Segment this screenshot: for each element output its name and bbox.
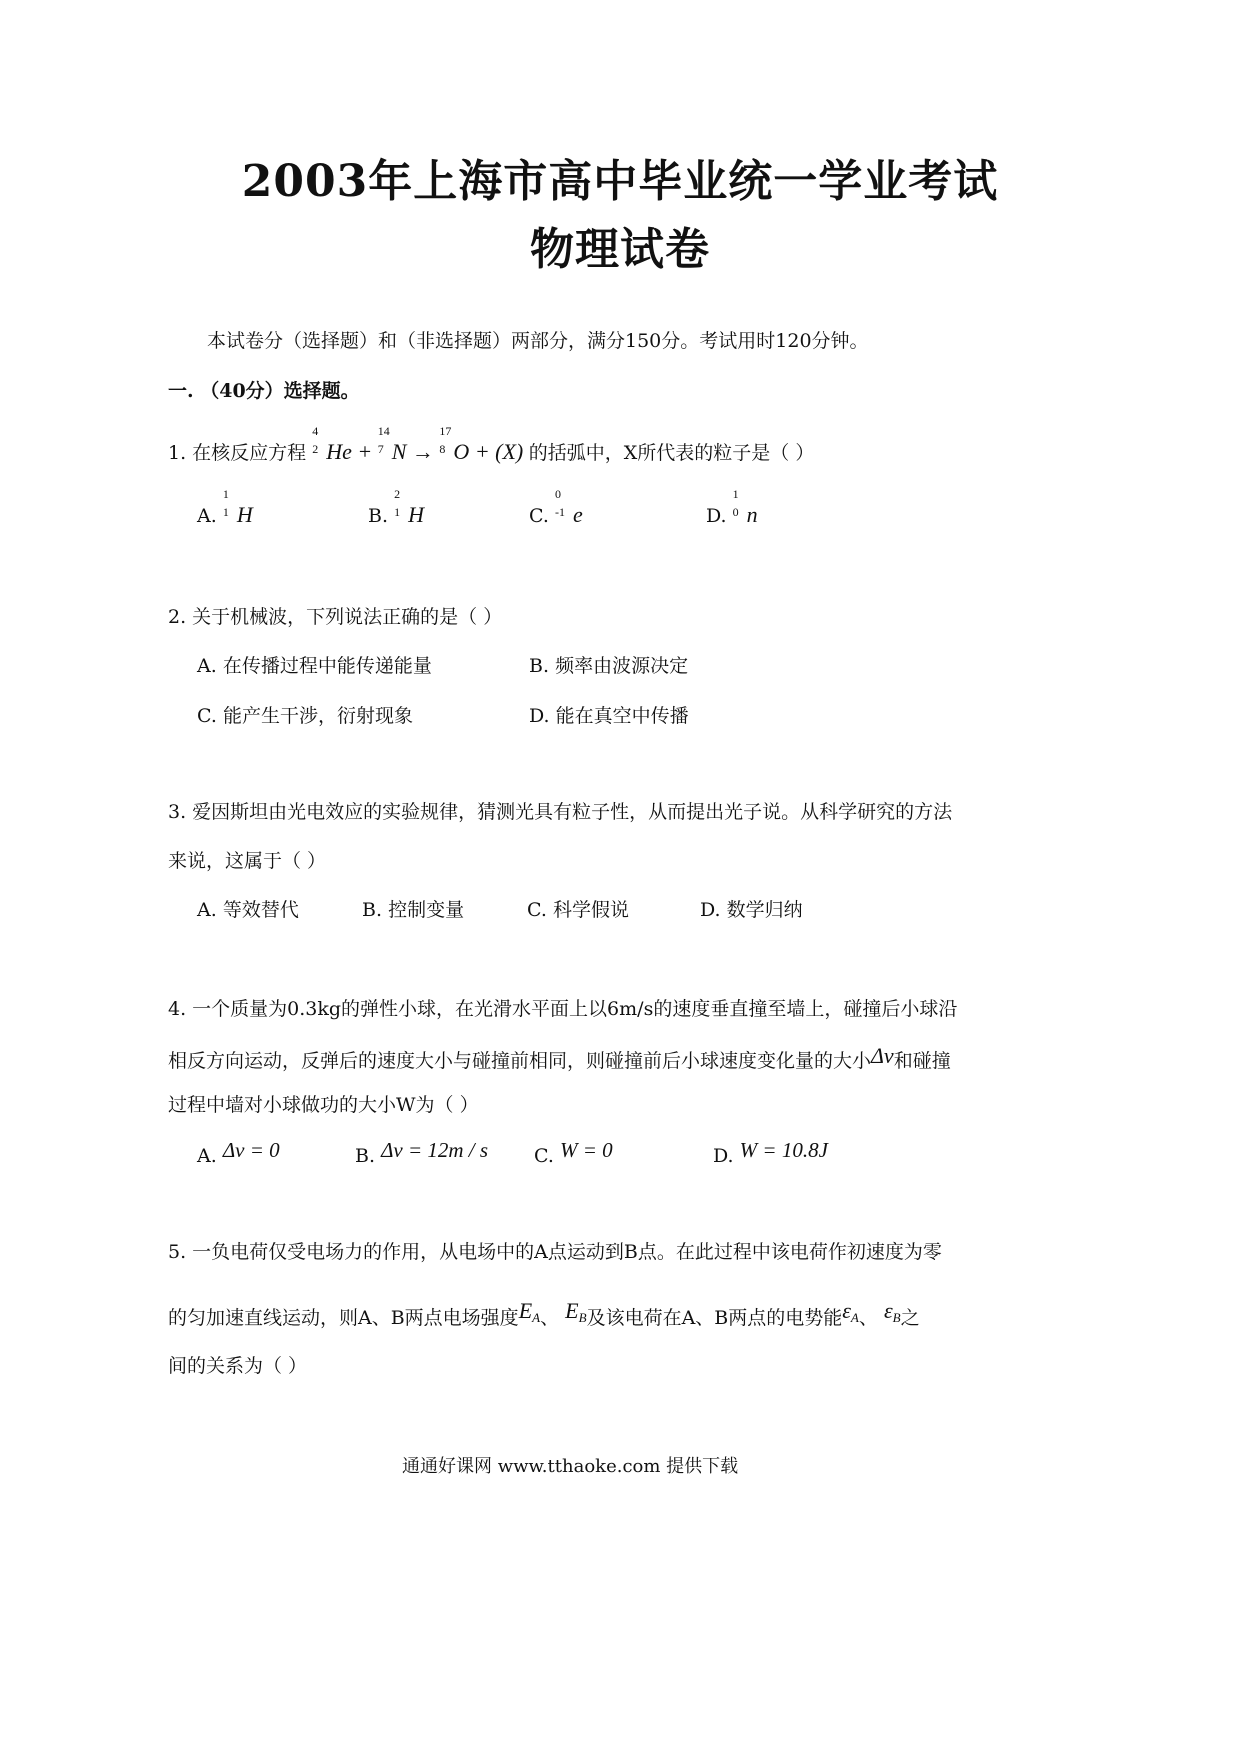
question-1-suffix: 的括弧中，X所代表的粒子是（ ） <box>528 442 815 464</box>
nuclide-option: 2 1 H <box>394 487 424 527</box>
page-title: 2003年上海市高中毕业统一学业考试 <box>241 156 999 207</box>
nuclide-option: 0 -1 e <box>554 487 583 527</box>
nuclide-n: 14 7 N <box>377 424 407 464</box>
nuclide-option: 1 1 H <box>222 487 253 527</box>
question-4-line-3: 过程中墙对小球做功的大小W为（ ） <box>168 1094 479 1116</box>
question-3-line-2: 来说，这属于（ ） <box>168 850 327 872</box>
q3-option-d[interactable]: D. 数学归纳 <box>700 899 803 921</box>
exam-intro: 本试卷分（选择题）和（非选择题）两部分，满分150分。考试用时120分钟。 <box>207 330 869 352</box>
q4-option-d[interactable]: D. W = 10.8J <box>713 1138 828 1167</box>
question-2: 2. 关于机械波，下列说法正确的是（ ） <box>168 606 503 628</box>
q2-option-b[interactable]: B. 频率由波源决定 <box>529 655 689 677</box>
question-4-line-1: 4. 一个质量为0.3kg的弹性小球，在光滑水平面上以6m/s的速度垂直撞至墙上，碰撞后小球沿 <box>168 998 958 1020</box>
q2-option-d[interactable]: D. 能在真空中传播 <box>529 705 689 727</box>
nuclear-equation <box>312 424 529 464</box>
potential-energy-a: εA <box>842 1298 859 1325</box>
q1-option-c[interactable]: C. 0 -1 e <box>529 487 583 527</box>
nuclide-option: 1 0 n <box>732 487 758 527</box>
q4-option-a[interactable]: A. Δv = 0 <box>197 1138 280 1167</box>
delta-v-symbol: Δv <box>871 1043 894 1068</box>
q3-option-b[interactable]: B. 控制变量 <box>362 899 465 921</box>
question-1-prefix: 1. 在核反应方程 <box>168 442 307 464</box>
nuclide-he: 4 2 He <box>312 424 352 464</box>
reaction-arrow: → <box>411 439 434 464</box>
question-4-line-2: 相反方向运动，反弹后的速度大小与碰撞前相同，则碰撞前后小球速度变化量的大小Δv和碰撞 <box>168 1043 951 1072</box>
question-5-line-3: 间的关系为（ ） <box>168 1355 308 1377</box>
question-5-line-2: 的匀加速直线运动，则A、B两点电场强度EA、 EB及该电荷在A、B两点的电势能εA、 εB之 <box>168 1298 920 1329</box>
page-subtitle: 物理试卷 <box>530 224 710 275</box>
nuclide-o: 17 8 O <box>439 424 470 464</box>
q3-option-c[interactable]: C. 科学假说 <box>527 899 629 921</box>
q1-option-d[interactable]: D. 1 0 n <box>706 487 758 527</box>
footer-credit: 通通好课网 www.tthaoke.com 提供下载 <box>402 1456 739 1477</box>
potential-energy-b: εB <box>883 1298 901 1325</box>
question-1 <box>168 424 815 465</box>
field-strength-a: EA <box>518 1298 541 1325</box>
question-5-line-1: 5. 一负电荷仅受电场力的作用，从电场中的A点运动到B点。在此过程中该电荷作初速度为零 <box>168 1241 942 1263</box>
q2-option-a[interactable]: A. 在传播过程中能传递能量 <box>197 655 432 677</box>
field-strength-b: EB <box>565 1298 587 1325</box>
section-heading: 一. （40分）选择题。 <box>168 380 360 402</box>
q2-option-c[interactable]: C. 能产生干涉，衍射现象 <box>197 705 413 727</box>
question-3-line-1: 3. 爱因斯坦由光电效应的实验规律，猜测光具有粒子性，从而提出光子说。从科学研究的方法 <box>168 801 953 823</box>
q1-option-b[interactable]: B. 2 1 H <box>368 487 424 527</box>
q4-option-b[interactable]: B. Δv = 12m / s <box>355 1138 489 1167</box>
q1-option-a[interactable]: A. 1 1 H <box>197 487 253 527</box>
unknown-particle: (X) <box>495 439 524 464</box>
plus-sign: + <box>474 439 490 464</box>
q3-option-a[interactable]: A. 等效替代 <box>197 899 299 921</box>
q4-option-c[interactable]: C. W = 0 <box>534 1138 613 1167</box>
plus-sign: + <box>357 439 373 464</box>
